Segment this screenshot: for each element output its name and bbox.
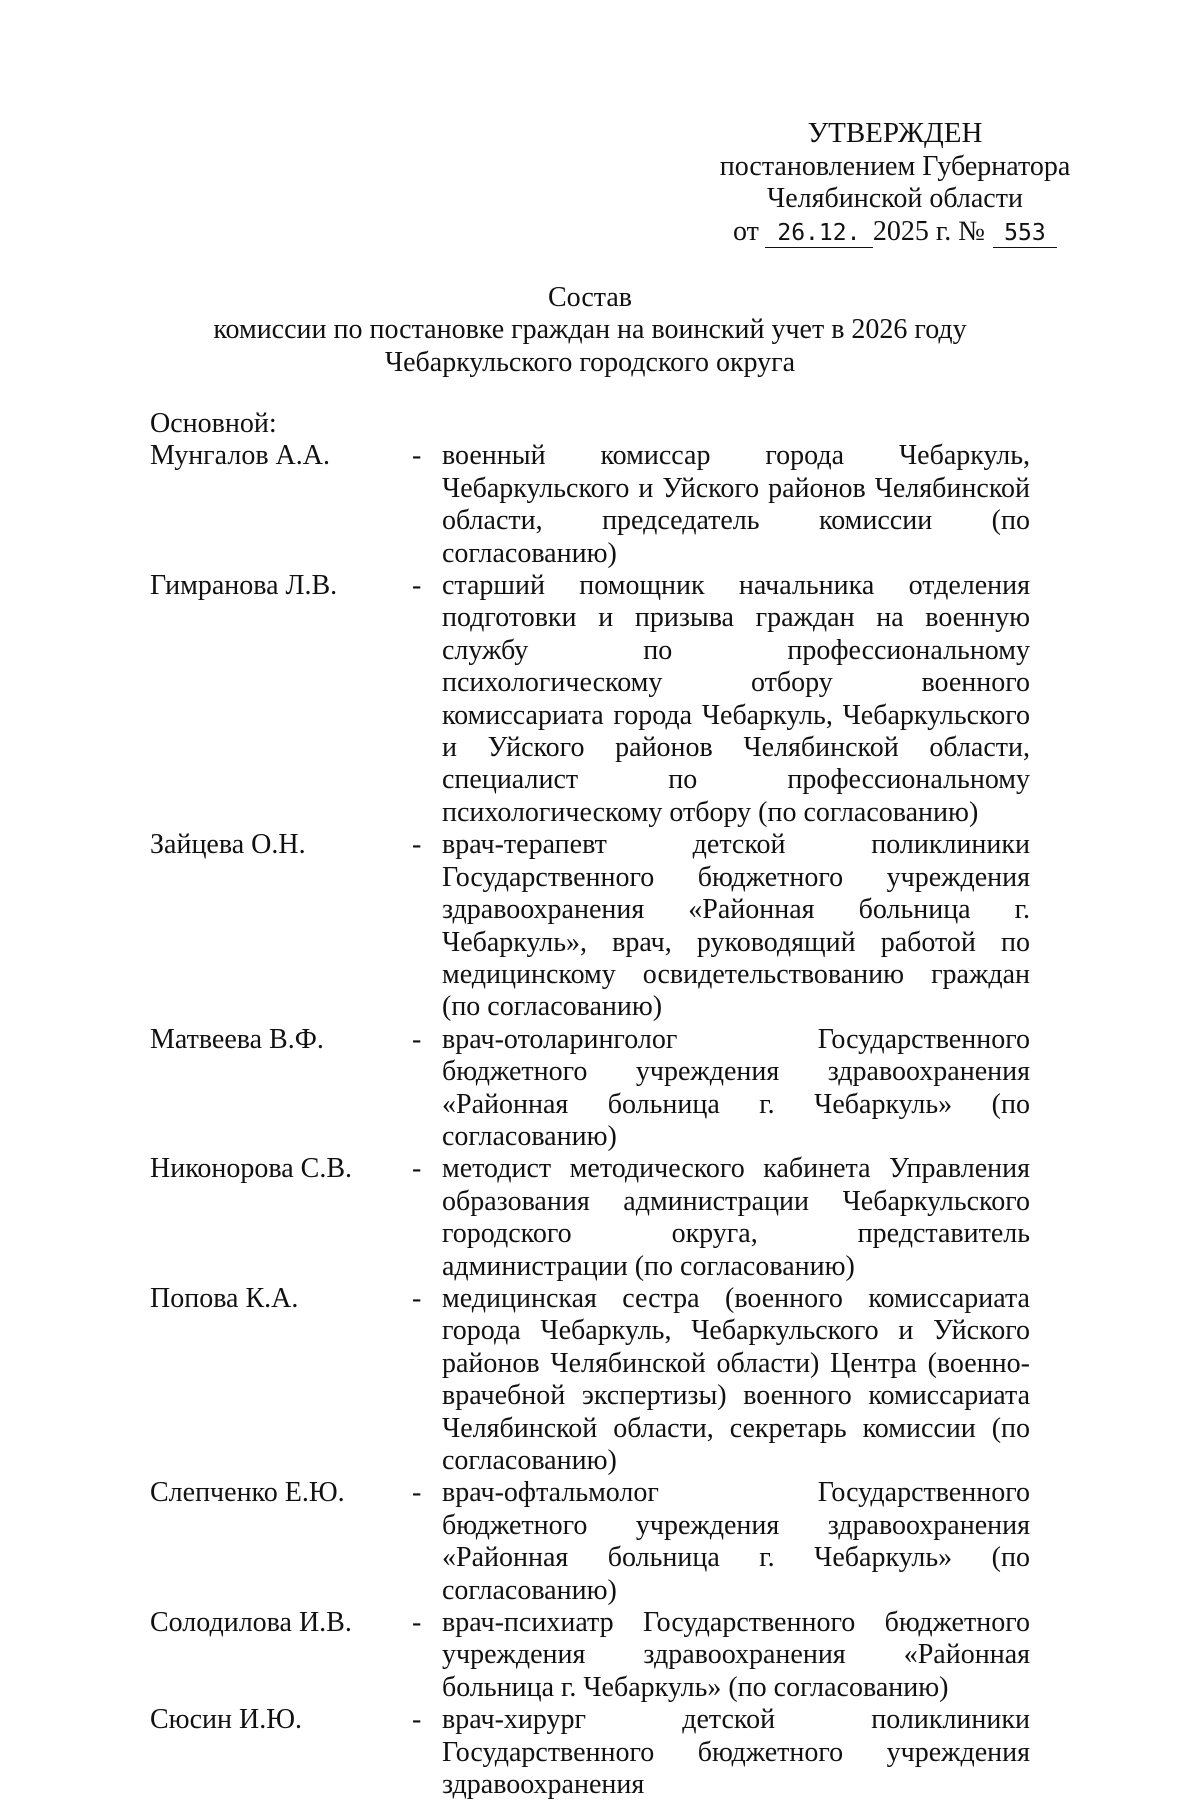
document-heading — [150, 282, 1030, 379]
heading-title: Состав — [547, 282, 633, 313]
member-name: Никонорова С.В. — [150, 1153, 353, 1185]
member-row — [150, 1607, 1030, 1704]
member-role: врач-терапевт детской поликлиники Государственного бюджетного учреждения здравоохранения «Районная больница г. Чебаркуль», врач, руководящий работой по медицинскому освидетельствованию граждан (по согласованию) — [442, 829, 1030, 1023]
member-name: Матвеева В.Ф. — [150, 1023, 324, 1055]
member-dash: - — [412, 1477, 422, 1509]
member-role: врач-отоларинголог Государственного бюджетного учреждения здравоохранения «Районная больница г. Чебаркуль» (по согласованию) — [442, 1023, 1030, 1152]
member-role: методист методического кабинета Управления образования администрации Чебаркульского городского округа, представитель администрации (по согласованию) — [442, 1153, 1030, 1282]
approval-region: Челябинской области — [767, 183, 1023, 215]
member-name: Слепченко Е.Ю. — [150, 1477, 345, 1509]
member-role: медицинская сестра (военного комиссариата города Чебаркуль, Чебаркульского и Уйского районов Челябинской области) Центра (военно-врачебной экспертизы) военного комиссариата Челябинской области, секретарь комиссии (по согласованию) — [442, 1282, 1030, 1476]
heading-district: Чебаркульского городского округа — [384, 346, 796, 378]
member-row — [150, 1283, 1030, 1477]
member-row — [150, 1024, 1030, 1154]
member-dash: - — [412, 1607, 422, 1639]
member-row — [150, 440, 1030, 570]
member-dash: - — [412, 1153, 422, 1185]
member-name: Мунгалов А.А. — [150, 440, 330, 472]
member-row — [150, 1477, 1030, 1607]
member-role: старший помощник начальника отделения подготовки и призыва граждан на военную службу по профессиональному психологическому отбору военного комиссариата города Чебаркуль, Чебаркульского и Уйского районов Челябинской области, специалист по профессиональному психологическому отбору (по согласованию) — [442, 570, 1030, 828]
member-role: военный комиссар города Чебаркуль, Чебаркульского и Уйского районов Челябинской области, председатель комиссии (по согласованию) — [442, 440, 1030, 569]
approval-title: УТВЕРЖДЕН — [807, 117, 983, 149]
member-dash: - — [412, 1704, 422, 1736]
approval-date-line — [690, 216, 1100, 248]
member-dash: - — [412, 1023, 422, 1055]
member-name: Зайцева О.Н. — [150, 829, 306, 861]
approval-block — [690, 116, 1100, 248]
date-suffix: 2025 г. № — [872, 215, 985, 247]
members-section — [150, 408, 1030, 1801]
member-row — [150, 1704, 1030, 1801]
member-role: врач-офтальмолог Государственного бюджетного учреждения здравоохранения «Районная больница г. Чебаркуль» (по согласованию) — [442, 1477, 1030, 1606]
member-role: врач-психиатр Государственного бюджетного учреждения здравоохранения «Районная больница г. Чебаркуль» (по согласованию) — [442, 1607, 1030, 1703]
member-name: Солодилова И.В. — [150, 1607, 352, 1639]
member-dash: - — [412, 570, 422, 602]
member-name: Попова К.А. — [150, 1282, 299, 1314]
section-label: Основной: — [150, 408, 277, 439]
member-row — [150, 1153, 1030, 1283]
member-row — [150, 570, 1030, 829]
approval-authority: постановлением Губернатора — [719, 151, 1071, 182]
heading-subtitle: комиссии по постановке граждан на воинский учет в 2026 году — [213, 314, 967, 346]
document-number: 553 — [993, 219, 1057, 248]
member-role: врач-хирург детской поликлиники Государственного бюджетного учреждения здравоохранения — [442, 1704, 1030, 1801]
member-dash: - — [412, 440, 422, 472]
member-dash: - — [412, 1282, 422, 1314]
date-prefix: от — [733, 215, 759, 247]
member-name: Гимранова Л.В. — [150, 570, 338, 602]
member-dash: - — [412, 829, 422, 861]
member-name: Сюсин И.Ю. — [150, 1704, 302, 1736]
date-value: 26.12. — [765, 219, 873, 248]
member-row — [150, 829, 1030, 1023]
